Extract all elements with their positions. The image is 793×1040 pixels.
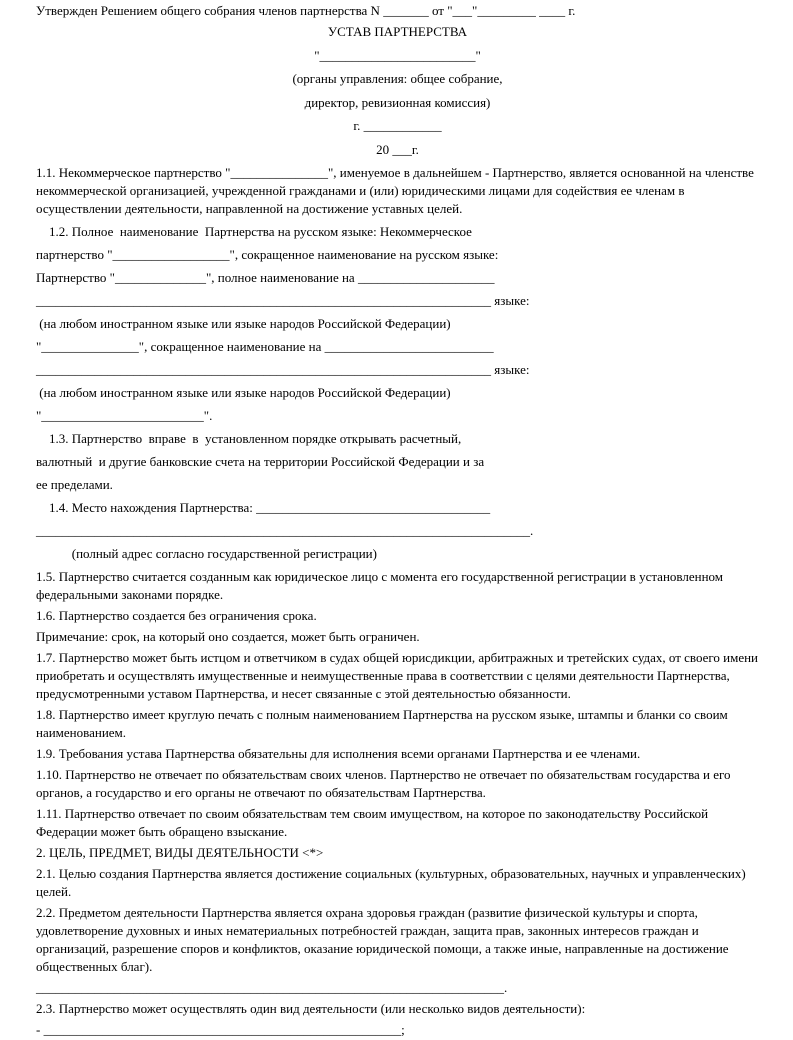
paragraph-2-3: 2.3. Партнерство может осуществлять один вид деятельности (или несколько видов деятельности): bbox=[36, 1001, 586, 1016]
approval-line: Утвержден Решением общего собрания членов партнерства N _______ от "___"_________ ____ г. bbox=[36, 3, 576, 18]
pre-line: Партнерство "______________", полное наименование на _____________________ bbox=[36, 270, 495, 285]
pre-line: ее пределами. bbox=[36, 477, 113, 492]
governance-note-line-2: директор, ревизионная комиссия) bbox=[304, 94, 491, 110]
pre-line: 1.3. Партнерство вправе в установленном порядке открывать расчетный, bbox=[36, 431, 462, 446]
pre-line: валютный и другие банковские счета на территории Российской Федерации и за bbox=[36, 454, 485, 469]
paragraph-1-6: 1.6. Партнерство создается без ограничения срока. bbox=[36, 608, 317, 623]
pre-line: ____________________________________________________________________________. bbox=[36, 523, 534, 538]
pre-line: (на любом иностранном языке или языке народов Российской Федерации) bbox=[36, 316, 451, 331]
pre-line: 1.4. Место нахождения Партнерства: ____________________________________ bbox=[36, 500, 491, 515]
activity-fill-in-line: ________________________________________________________________________. bbox=[36, 980, 508, 995]
paragraph-2-2: 2.2. Предметом деятельности Партнерства является охрана здоровья граждан (развитие физической культуры и спорта, удовлетворение духовных и иных нематериальных потребностей граждан, защита прав, законных интересов граждан и организаций, разрешение споров и конфликтов, оказание юридической помощи, а также иные, направленные на достижение общественных благ). bbox=[36, 905, 729, 974]
registration-address-note: (полный адрес согласно государственной регистрации) bbox=[36, 546, 377, 561]
activity-list-blank-item: - _______________________________________________________; bbox=[36, 1022, 405, 1037]
pre-line: партнерство "__________________", сокращенное наименование на русском языке: bbox=[36, 247, 499, 262]
pre-line: "_______________", сокращенное наименование на __________________________ bbox=[36, 339, 494, 354]
governance-note-line-1: (органы управления: общее собрание, bbox=[292, 71, 503, 86]
pre-line: 1.2. Полное наименование Партнерства на русском языке: Некоммерческое bbox=[36, 224, 472, 239]
pre-line: ______________________________________________________________________ языке: bbox=[36, 293, 530, 308]
paragraph-1-9: 1.9. Требования устава Партнерства обязательны для исполнения всеми органами Партнерства и ее членами. bbox=[36, 746, 641, 761]
charter-name-blank: "________________________" bbox=[314, 47, 481, 63]
paragraph-1-7: 1.7. Партнерство может быть истцом и ответчиком в судах общей юрисдикции, арбитражных и третейских судах, от своего имени приобретать и осуществлять имущественные и неимущественные права в соответствии с целями деятельности Партнерства, предусмотренными уставом Партнерства, и несет связанные с этой деятельностью обязанности. bbox=[36, 650, 759, 701]
naming-location-block bbox=[36, 220, 759, 565]
paragraph-1-11: 1.11. Партнерство отвечает по своим обязательствам тем своим имуществом, на которое по законодательству Российской Федерации может быть обращено взыскание. bbox=[36, 806, 709, 839]
paragraph-1-8: 1.8. Партнерство имеет круглую печать с полным наименованием Партнерства на русском языке, штампы и бланки со своим наименованием. bbox=[36, 707, 728, 740]
pre-line: ______________________________________________________________________ языке: bbox=[36, 362, 530, 377]
paragraph-1-1: 1.1. Некоммерческое партнерство "_______________", именуемое в дальнейшем - Партнерство, является основанной на членстве некоммерческой организацией, учрежденной гражданами и (или) юридическими лицами для содействия ее членам в осуществлении деятельности, направленной на достижение уставных целей. bbox=[36, 165, 754, 216]
paragraph-1-5: 1.5. Партнерство считается созданным как юридическое лицо с момента его государственной регистрации в установленном федеральными законами порядке. bbox=[36, 569, 724, 602]
section-2-heading: 2. ЦЕЛЬ, ПРЕДМЕТ, ВИДЫ ДЕЯТЕЛЬНОСТИ <*> bbox=[36, 845, 324, 860]
note-paragraph: Примечание: срок, на который оно создается, может быть ограничен. bbox=[36, 629, 420, 644]
title-block bbox=[36, 20, 759, 161]
city-blank-line: г. ____________ bbox=[353, 118, 442, 133]
year-blank-line: 20 ___г. bbox=[376, 141, 419, 157]
pre-line: (на любом иностранном языке или языке народов Российской Федерации) bbox=[36, 385, 451, 400]
paragraph-2-1: 2.1. Целью создания Партнерства является достижение социальных (культурных, образовательных, научных и управленческих) целей. bbox=[36, 866, 746, 899]
pre-line: "_________________________". bbox=[36, 408, 213, 423]
document-title: УСТАВ ПАРТНЕРСТВА bbox=[327, 24, 468, 39]
paragraph-1-10: 1.10. Партнерство не отвечает по обязательствам своих членов. Партнерство не отвечает по обязательствам государства и его органов, а государство и его органы не отвечают по обязательствам Партнерства. bbox=[36, 767, 731, 800]
